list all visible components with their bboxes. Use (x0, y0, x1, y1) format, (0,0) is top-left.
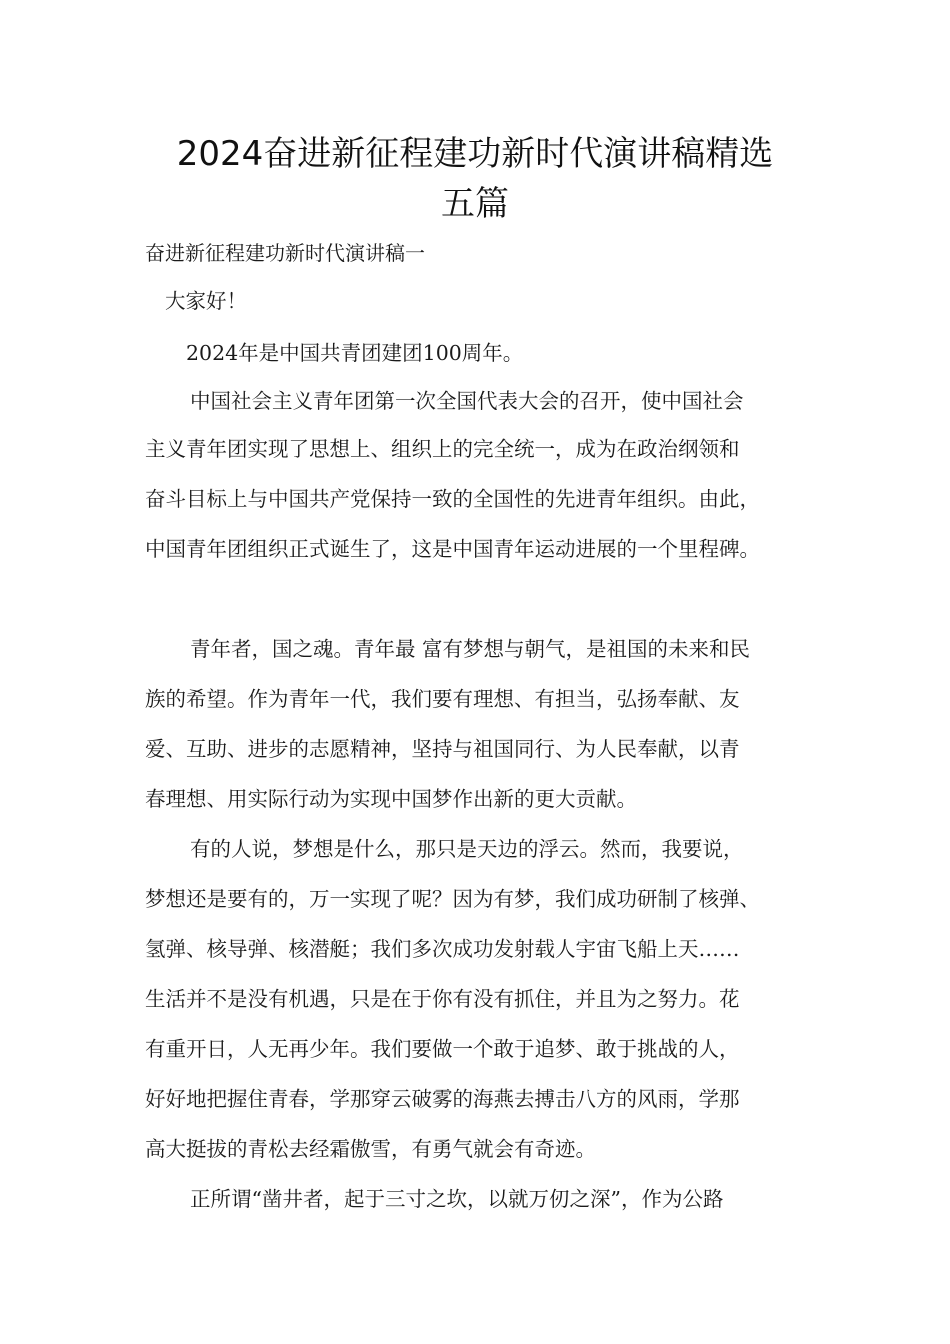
paragraph-line: 正所谓“凿井者，起于三寸之坎，以就万仞之深”，作为公路 (190, 1187, 724, 1211)
paragraph-line: 有重开日，人无再少年。我们要做一个敢于追梦、敢于挑战的人， (145, 1037, 740, 1061)
paragraph-line: 高大挺拔的青松去经霜傲雪，有勇气就会有奇迹。 (145, 1137, 596, 1161)
paragraph-line: 主义青年团实现了思想上、组织上的完全统一，成为在政治纲领和 (145, 437, 740, 461)
paragraph-line: 2024年是中国共青团建团100周年。 (186, 341, 524, 365)
paragraph-line: 中国青年团组织正式诞生了，这是中国青年运动进展的一个里程碑。 (145, 537, 760, 561)
paragraph-line: 好好地把握住青春，学那穿云破雾的海燕去搏击八方的风雨，学那 (145, 1087, 740, 1111)
paragraph-line: 族的希望。作为青年一代，我们要有理想、有担当，弘扬奉献、友 (145, 687, 740, 711)
paragraph-line: 中国社会主义青年团第一次全国代表大会的召开，使中国社会 (190, 389, 744, 413)
paragraph-line: 生活并不是没有机遇，只是在于你有没有抓住，并且为之努力。花 (145, 987, 740, 1011)
greeting-line: 大家好！ (165, 289, 247, 313)
document-title-line-2: 五篇 (441, 184, 509, 224)
document-title-line-1: 2024奋进新征程建功新时代演讲稿精选 (176, 134, 774, 174)
paragraph-line: 有的人说，梦想是什么，那只是天边的浮云。然而，我要说， (190, 837, 744, 861)
paragraph-line: 奋斗目标上与中国共产党保持一致的全国性的先进青年组织。由此， (145, 487, 760, 511)
paragraph-line: 爱、互助、进步的志愿精神，坚持与祖国同行、为人民奉献，以青 (145, 737, 740, 761)
paragraph-line: 氢弹、核导弹、核潜艇；我们多次成功发射载人宇宙飞船上天…… (145, 937, 740, 961)
paragraph-line: 春理想、用实际行动为实现中国梦作出新的更大贡献。 (145, 787, 637, 811)
section-heading: 奋进新征程建功新时代演讲稿一 (145, 241, 425, 265)
paragraph-line: 梦想还是要有的，万一实现了呢？因为有梦，我们成功研制了核弹、 (145, 887, 760, 911)
paragraph-line: 青年者，国之魂。青年最 富有梦想与朝气，是祖国的未来和民 (190, 637, 751, 661)
